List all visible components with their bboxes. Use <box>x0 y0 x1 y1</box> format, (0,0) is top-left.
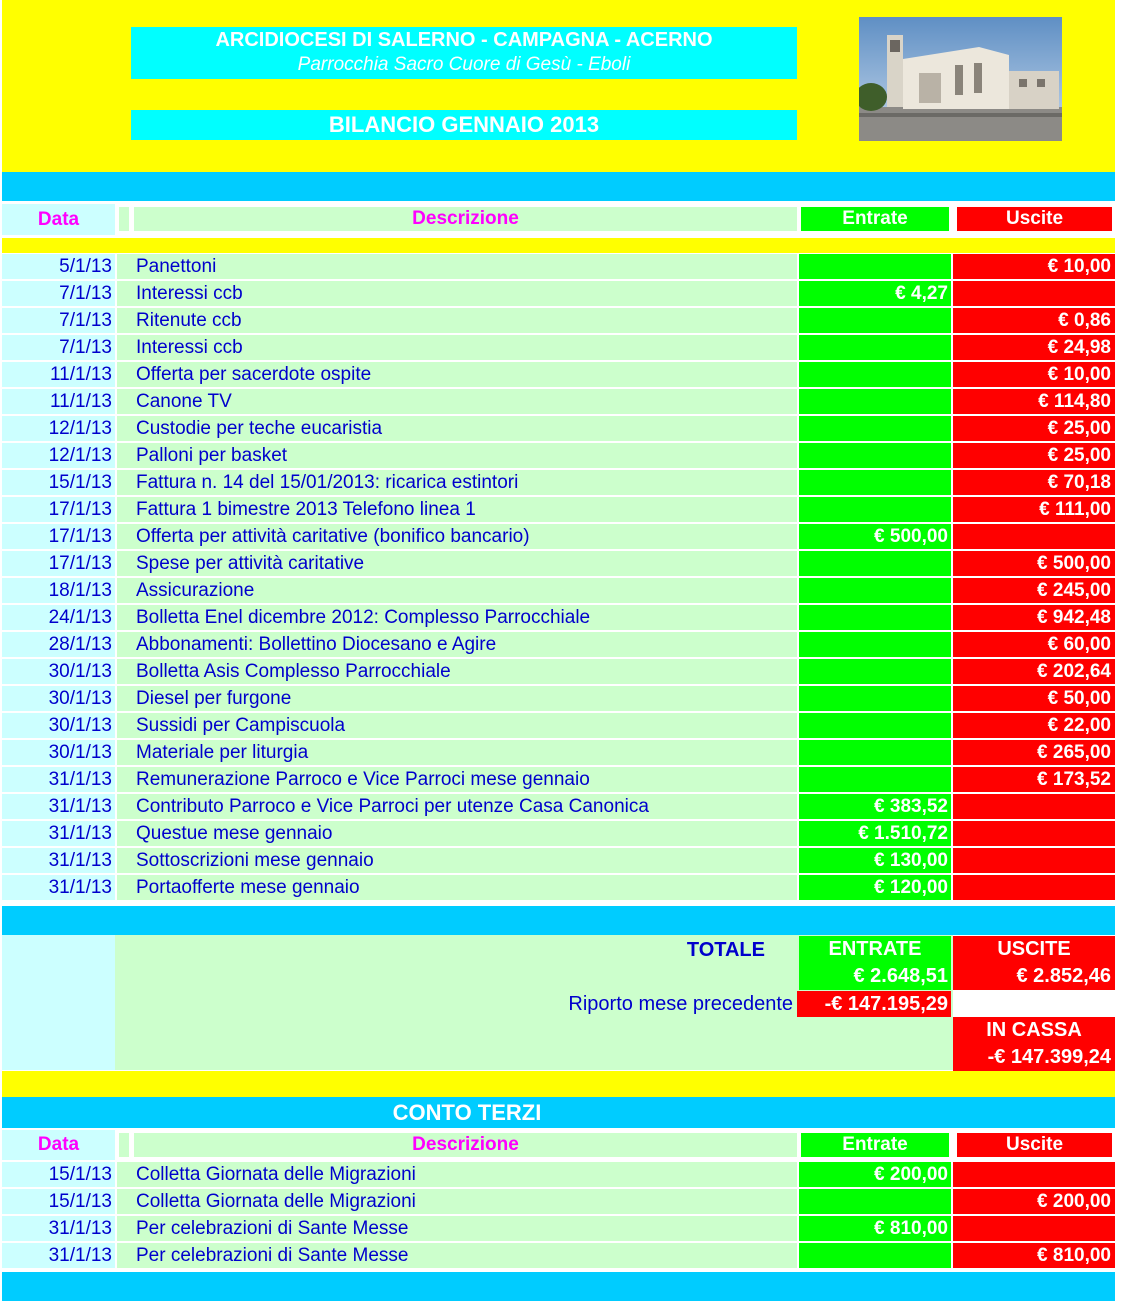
row-income <box>799 713 951 738</box>
cash-box <box>953 1017 1115 1071</box>
row-date: 28/1/13 <box>2 632 115 657</box>
row-description: Offerta per attività caritative (bonifico bancario) <box>117 524 797 549</box>
row-expense: € 22,00 <box>953 713 1115 738</box>
row-expense: € 245,00 <box>953 578 1115 603</box>
church-photo <box>859 17 1062 141</box>
row-date: 30/1/13 <box>2 659 115 684</box>
row-description: Portaofferte mese gennaio <box>117 875 797 900</box>
row-date: 31/1/13 <box>2 875 115 900</box>
row-description: Diesel per furgone <box>117 686 797 711</box>
row-date: 30/1/13 <box>2 740 115 765</box>
row-description: Bolletta Enel dicembre 2012: Complesso Parrocchiale <box>117 605 797 630</box>
third-party-table <box>0 1162 1125 1270</box>
row-income: € 1.510,72 <box>799 821 951 846</box>
row-expense: € 25,00 <box>953 416 1115 441</box>
row-date: 31/1/13 <box>2 821 115 846</box>
row-income <box>799 443 951 468</box>
row-income <box>799 659 951 684</box>
row-date: 7/1/13 <box>2 335 115 360</box>
entries-table <box>0 254 1125 904</box>
carry-over-label: Riporto mese precedente <box>568 993 793 1015</box>
row-description: Per celebrazioni di Sante Messe <box>117 1216 797 1241</box>
row-income <box>799 389 951 414</box>
row-expense <box>953 524 1115 549</box>
row-description: Per celebrazioni di Sante Messe <box>117 1243 797 1268</box>
row-expense: € 810,00 <box>953 1243 1115 1268</box>
row-description: Interessi ccb <box>117 335 797 360</box>
totals-income-value: € 2.648,51 <box>853 965 948 987</box>
row-income: € 130,00 <box>799 848 951 873</box>
row-expense <box>953 1162 1115 1187</box>
row-expense: € 111,00 <box>953 497 1115 522</box>
row-expense: € 24,98 <box>953 335 1115 360</box>
row-expense: € 70,18 <box>953 470 1115 495</box>
row-date: 17/1/13 <box>2 551 115 576</box>
totals-income-box <box>799 936 951 990</box>
report-title: BILANCIO GENNAIO 2013 <box>131 110 797 140</box>
row-expense <box>953 875 1115 900</box>
row-income <box>799 470 951 495</box>
col-header-date: Data <box>37 209 80 230</box>
section-divider <box>2 1071 1115 1097</box>
row-expense: € 25,00 <box>953 443 1115 468</box>
row-description: Assicurazione <box>117 578 797 603</box>
diocese-title: ARCIDIOCESI DI SALERNO - CAMPAGNA - ACERNO <box>215 29 713 51</box>
row-date: 11/1/13 <box>2 362 115 387</box>
row-date: 31/1/13 <box>2 1243 115 1268</box>
row-description: Sussidi per Campiscuola <box>117 713 797 738</box>
third-party-col-income: Entrate <box>801 1133 949 1157</box>
row-description: Bolletta Asis Complesso Parrocchiale <box>117 659 797 684</box>
col-header-income: Entrate <box>801 207 949 231</box>
row-description: Fattura 1 bimestre 2013 Telefono linea 1 <box>117 497 797 522</box>
row-expense: € 500,00 <box>953 551 1115 576</box>
cash-label: IN CASSA <box>986 1019 1082 1041</box>
row-income: € 383,52 <box>799 794 951 819</box>
row-description: Questue mese gennaio <box>117 821 797 846</box>
totals-expense-box <box>953 936 1115 990</box>
row-income <box>799 551 951 576</box>
row-income <box>799 416 951 441</box>
col-header-description: Descrizione <box>134 207 797 231</box>
row-date: 30/1/13 <box>2 686 115 711</box>
row-description: Contributo Parroco e Vice Parroci per utenze Casa Canonica <box>117 794 797 819</box>
row-date: 17/1/13 <box>2 497 115 522</box>
row-date: 12/1/13 <box>2 416 115 441</box>
row-income <box>799 632 951 657</box>
row-income <box>799 605 951 630</box>
row-income: € 200,00 <box>799 1162 951 1187</box>
row-date: 30/1/13 <box>2 713 115 738</box>
row-expense: € 60,00 <box>953 632 1115 657</box>
row-description: Palloni per basket <box>117 443 797 468</box>
row-date: 7/1/13 <box>2 281 115 306</box>
row-description: Fattura n. 14 del 15/01/2013: ricarica estintori <box>117 470 797 495</box>
row-expense: € 942,48 <box>953 605 1115 630</box>
row-date: 7/1/13 <box>2 308 115 333</box>
third-party-col-date: Data <box>37 1134 80 1155</box>
row-description: Canone TV <box>117 389 797 414</box>
row-expense: € 265,00 <box>953 740 1115 765</box>
row-income <box>799 308 951 333</box>
row-description: Remunerazione Parroco e Vice Parroci mese gennaio <box>117 767 797 792</box>
third-party-title: CONTO TERZI <box>392 1100 542 1125</box>
row-expense: € 10,00 <box>953 362 1115 387</box>
row-description: Spese per attività caritative <box>117 551 797 576</box>
row-date: 31/1/13 <box>2 767 115 792</box>
header-divider <box>2 238 1115 253</box>
third-party-col-expense: Uscite <box>957 1133 1112 1157</box>
row-description: Colletta Giornata delle Migrazioni <box>117 1189 797 1214</box>
row-date: 31/1/13 <box>2 1216 115 1241</box>
row-expense <box>953 848 1115 873</box>
row-income <box>799 497 951 522</box>
row-date: 31/1/13 <box>2 848 115 873</box>
row-description: Abbonamenti: Bollettino Diocesano e Agire <box>117 632 797 657</box>
row-expense: € 0,86 <box>953 308 1115 333</box>
row-income <box>799 578 951 603</box>
row-date: 15/1/13 <box>2 1189 115 1214</box>
row-description: Custodie per teche eucaristia <box>117 416 797 441</box>
row-expense: € 50,00 <box>953 686 1115 711</box>
row-date: 17/1/13 <box>2 524 115 549</box>
col-header-expense: Uscite <box>957 207 1112 231</box>
row-expense <box>953 1216 1115 1241</box>
row-description: Ritenute ccb <box>117 308 797 333</box>
row-expense: € 173,52 <box>953 767 1115 792</box>
row-date: 24/1/13 <box>2 605 115 630</box>
bottom-band <box>2 1272 1115 1301</box>
totals-separator <box>2 906 1115 935</box>
row-expense <box>953 281 1115 306</box>
totals-income-label: ENTRATE <box>828 938 922 960</box>
row-date: 11/1/13 <box>2 389 115 414</box>
row-expense: € 10,00 <box>953 254 1115 279</box>
row-expense <box>953 794 1115 819</box>
row-date: 5/1/13 <box>2 254 115 279</box>
row-description: Sottoscrizioni mese gennaio <box>117 848 797 873</box>
row-income <box>799 1243 951 1268</box>
row-income <box>799 1189 951 1214</box>
row-income <box>799 686 951 711</box>
carry-over-value: -€ 147.195,29 <box>797 991 951 1017</box>
row-expense <box>953 821 1115 846</box>
header-title-box <box>131 27 797 79</box>
row-description: Panettoni <box>117 254 797 279</box>
row-income: € 4,27 <box>799 281 951 306</box>
row-description: Interessi ccb <box>117 281 797 306</box>
totals-label: TOTALE <box>686 939 765 961</box>
row-income <box>799 767 951 792</box>
row-expense: € 200,00 <box>953 1189 1115 1214</box>
row-income: € 500,00 <box>799 524 951 549</box>
totals-expense-label: USCITE <box>997 938 1071 960</box>
row-description: Materiale per liturgia <box>117 740 797 765</box>
row-income: € 120,00 <box>799 875 951 900</box>
row-income: € 810,00 <box>799 1216 951 1241</box>
row-income <box>799 362 951 387</box>
row-description: Colletta Giornata delle Migrazioni <box>117 1162 797 1187</box>
row-income <box>799 740 951 765</box>
parish-subtitle: Parrocchia Sacro Cuore di Gesù - Eboli <box>297 54 631 75</box>
row-date: 18/1/13 <box>2 578 115 603</box>
totals-expense-value: € 2.852,46 <box>1016 965 1111 987</box>
row-income <box>799 254 951 279</box>
row-date: 12/1/13 <box>2 443 115 468</box>
row-date: 15/1/13 <box>2 470 115 495</box>
row-description: Offerta per sacerdote ospite <box>117 362 797 387</box>
cash-value: -€ 147.399,24 <box>987 1046 1111 1068</box>
row-expense: € 202,64 <box>953 659 1115 684</box>
separator-band <box>2 172 1115 201</box>
row-date: 15/1/13 <box>2 1162 115 1187</box>
row-date: 31/1/13 <box>2 794 115 819</box>
third-party-col-description: Descrizione <box>134 1133 797 1157</box>
row-expense: € 114,80 <box>953 389 1115 414</box>
row-income <box>799 335 951 360</box>
